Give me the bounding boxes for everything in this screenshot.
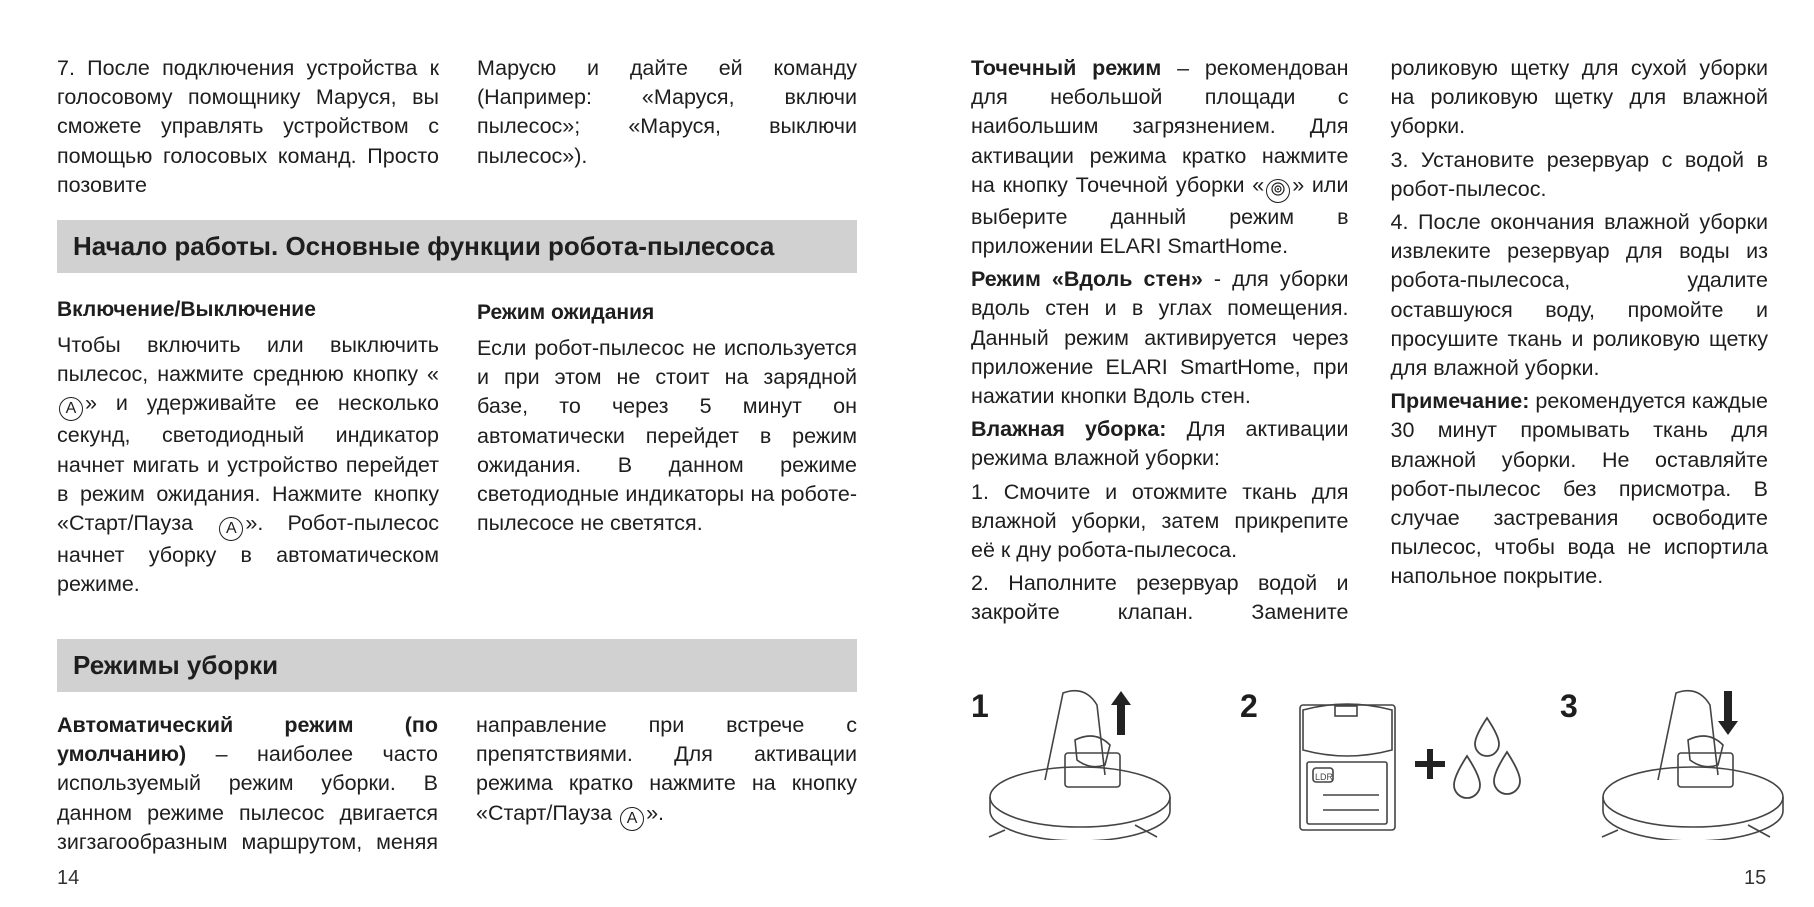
auto-mode-text: Автоматический режим (по умолчанию) – наиболее часто используемый режим уборки. В данном режиме пылесос двигается зигзагообразным маршрутом, меняя направление при встрече с препятствиями. Для активации режима кратко нажмите на кнопку «Старт/Пауза A ». <box>57 713 857 854</box>
intro-col1 <box>57 54 439 200</box>
spot-clean-icon <box>1266 179 1290 203</box>
intro-text-1: 7. После подключения устройства к голосовому помощнику Маруся, вы сможете управлять устройством с помощью голосовых команд. Просто позовите <box>57 56 439 197</box>
standby-heading: Режим ожидания <box>477 301 655 324</box>
start-pause-button-icon: A <box>219 517 243 541</box>
figure-number-1: 1 <box>971 688 989 724</box>
onoff-block <box>57 297 439 599</box>
water-drops-icon <box>1454 718 1520 798</box>
right-text-columns <box>971 54 1768 654</box>
tank-display-text: LDR <box>1315 772 1334 782</box>
intro-col2 <box>477 54 857 171</box>
water-tank-illustration <box>1295 700 1530 840</box>
robot-lid-close-illustration <box>1598 685 1798 840</box>
intro-text-2: Марусю и дайте ей команду (Например: «Маруся, включи пылесос»; «Маруся, выключи пылесос»). <box>477 56 857 168</box>
page-number-right: 15 <box>1744 867 1767 889</box>
section-title-start: Начало работы. Основные функции робота-пылесоса <box>73 231 775 261</box>
section-banner-start <box>57 220 857 273</box>
arrow-up-icon <box>1111 691 1131 735</box>
auto-mode-block <box>57 711 857 861</box>
arrow-down-icon <box>1718 691 1738 735</box>
wet-step-4: 4. После окончания влажной уборки извлеките резервуар для воды из робота-пылесоса, удалите оставшуюся воду, промойте и просушите ткань и роликовую щетку для влажной уборки. <box>1390 210 1768 381</box>
standby-block <box>477 300 857 538</box>
section-title-modes: Режимы уборки <box>73 650 279 680</box>
wall-mode-text: Режим «Вдоль стен» - для уборки вдоль стен и в углах помещения. Данный режим активируется через приложение ELARI SmartHome, при нажатии кнопки Вдоль стен. <box>971 267 1349 409</box>
wet-step-3: 3. Установите резервуар с водой в робот-пылесос. <box>1390 147 1768 201</box>
spot-mode-text: Точечный режим – рекомендован для небольшой площади с наибольшим загрязнением. Для активации режима кратко нажмите на кнопку Точечной уборки « » или выберите данный режим в приложении ELARI SmartHome. <box>971 56 1349 259</box>
page-number-left: 14 <box>57 867 80 889</box>
onoff-heading: Включение/Выключение <box>57 298 316 321</box>
wet-step-1: 1. Смочите и отожмите ткань для влажной уборки, затем прикрепите её к дну робота-пылесоса. <box>971 479 1349 563</box>
standby-text: Если робот-пылесос не используется и при этом не стоит на зарядной базе, то через 5 минут он автоматически перейдет в режим ожидания. В данном режиме светодиодные индикаторы на роботе-пылесосе не светятся. <box>477 336 857 536</box>
figure-number-3: 3 <box>1560 688 1578 724</box>
wet-step-2: 2. Наполните резервуар водой и закройте клапан. Замените роликовую щетку для сухой уборки на роликовую щетку для влажной уборки. <box>971 56 1768 625</box>
power-button-icon: A <box>59 397 83 421</box>
robot-lid-open-illustration <box>985 685 1185 840</box>
note-text: Примечание: рекомендуется каждые 30 минут промывать ткань для влажной уборки. Не оставляйте робот-пылесос без присмотра. В случае застревания освободите пылесос, чтобы вода не испортила напольное покрытие. <box>1390 389 1768 589</box>
plus-icon <box>1415 749 1445 779</box>
section-banner-modes <box>57 639 857 692</box>
figure-number-2: 2 <box>1240 688 1258 724</box>
start-pause-button-icon: A <box>620 807 644 831</box>
wet-clean-text: Влажная уборка: Для активации режима влажной уборки: <box>971 417 1349 471</box>
onoff-text: Чтобы включить или выключить пылесос, нажмите среднюю кнопку «A » и удерживайте ее несколько секунд, светодиодный индикатор начнет мигать и устройство перейдет в режим ожидания. Нажмите кнопку «Старт/Пауза A ». Робот-пылесос начнет уборку в автоматическом режиме. <box>57 333 440 597</box>
